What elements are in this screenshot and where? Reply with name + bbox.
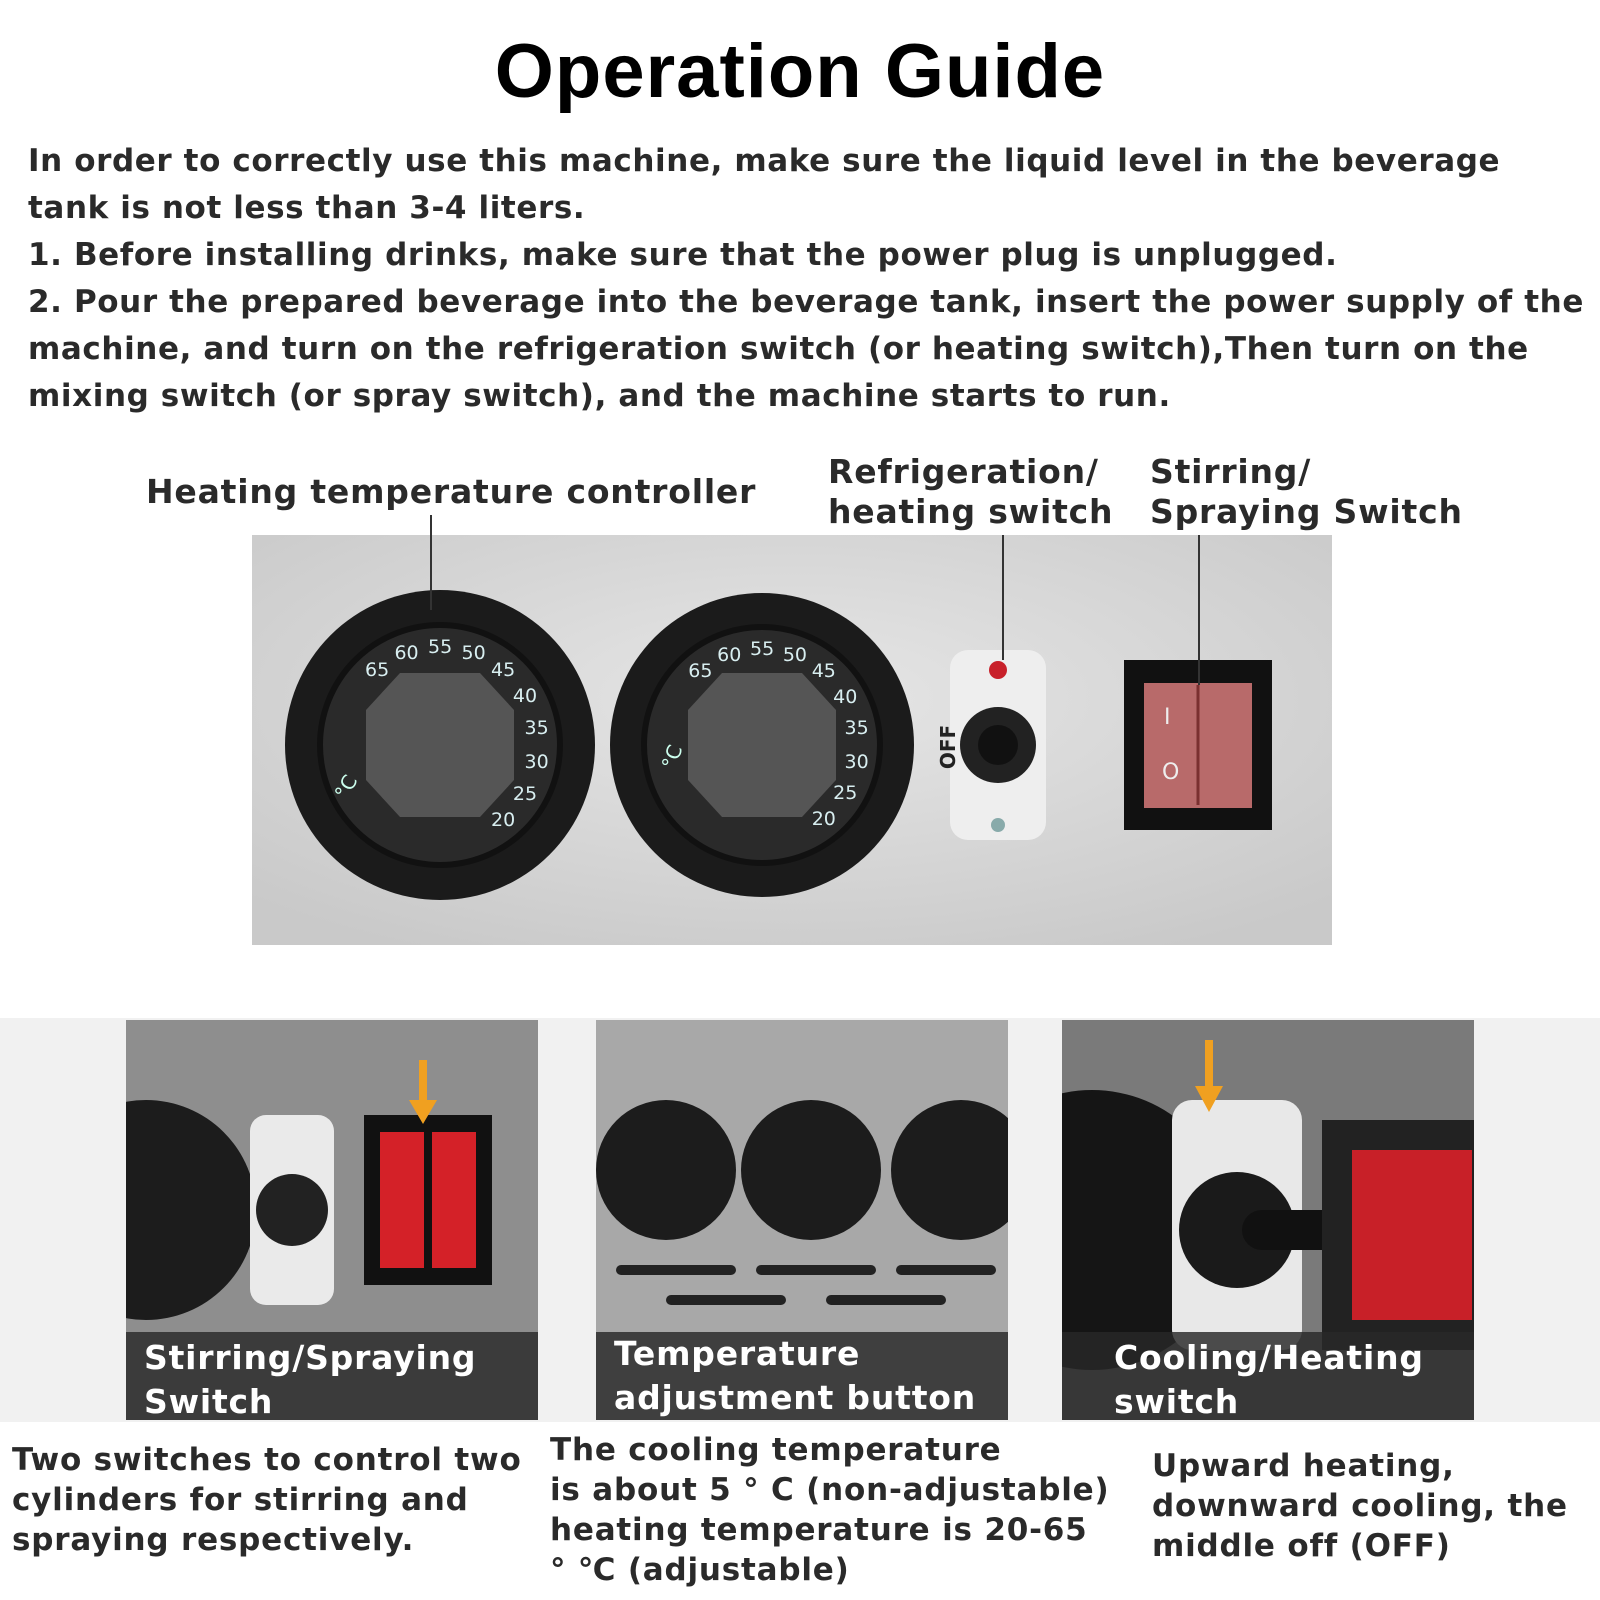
step-1: 1. Before installing drinks, make sure that the power plug is unplugged. bbox=[28, 237, 1338, 273]
dial-mark: 45 bbox=[490, 658, 516, 681]
page-title: Operation Guide bbox=[494, 29, 1106, 114]
dial-mark: 35 bbox=[844, 717, 869, 740]
leader-stirring-switch bbox=[1198, 535, 1200, 685]
toggle-switch[interactable] bbox=[950, 650, 1046, 840]
callout-refrigeration-switch bbox=[828, 452, 1113, 532]
dial-mark: 65 bbox=[365, 658, 390, 681]
dial-mark: 20 bbox=[811, 807, 836, 830]
dial-mark: 20 bbox=[490, 809, 516, 832]
desc-line: middle off (OFF) bbox=[1152, 1528, 1451, 1564]
toggle-off-label: OFF bbox=[936, 724, 961, 770]
desc-line: downward cooling, the bbox=[1152, 1488, 1568, 1524]
desc-line: is about 5 ° C (non-adjustable) bbox=[550, 1472, 1110, 1508]
desc-line: Two switches to control two bbox=[12, 1442, 522, 1478]
callout-heating-controller: Heating temperature controller bbox=[146, 472, 757, 511]
photo-caption bbox=[1114, 1336, 1474, 1420]
dial-mark: 30 bbox=[844, 750, 869, 773]
photo-caption bbox=[144, 1336, 534, 1420]
dial-mark: 60 bbox=[394, 641, 419, 664]
callout-stirring-switch bbox=[1150, 452, 1463, 532]
dial-mark: 25 bbox=[833, 782, 858, 804]
dial-mark: 50 bbox=[461, 641, 486, 664]
dial-mark: 55 bbox=[428, 636, 453, 658]
dial-1-unit: °C bbox=[329, 770, 363, 804]
dial-mark: 35 bbox=[524, 716, 549, 739]
dial-mark: 65 bbox=[688, 660, 713, 683]
rocker-mark-on: I bbox=[1164, 705, 1171, 730]
intro-line: In order to correctly use this machine, make sure the liquid level in the beverage tank is not less than 3-4 liters. bbox=[28, 143, 1501, 226]
dial-mark: 45 bbox=[811, 660, 836, 683]
step-2: 2. Pour the prepared beverage into the beverage tank, insert the power supply of the machine, and turn on the refrigeration switch (or heating switch),Then turn on the mixing switch (or spray switch), and the machine starts to run. bbox=[28, 284, 1584, 414]
callout-line: Refrigeration/ bbox=[828, 452, 1099, 491]
leader-refrigeration-switch bbox=[1002, 535, 1004, 660]
description-stirring bbox=[12, 1440, 522, 1560]
description-cooling-heating bbox=[1152, 1446, 1568, 1566]
desc-line: Upward heating, bbox=[1152, 1448, 1455, 1484]
callout-line: heating switch bbox=[828, 492, 1114, 531]
desc-line: ° ℃ (adjustable) bbox=[550, 1552, 850, 1588]
callout-line: Stirring/ bbox=[1150, 452, 1312, 491]
dial-mark: 60 bbox=[717, 643, 742, 666]
caption-line: Stirring/Spraying bbox=[144, 1338, 477, 1377]
dial-mark: 30 bbox=[524, 751, 549, 774]
dial-mark: 40 bbox=[833, 686, 858, 708]
desc-line: cylinders for stirring and bbox=[12, 1482, 469, 1518]
desc-line: spraying respectively. bbox=[12, 1522, 415, 1558]
description-temperature bbox=[550, 1430, 1109, 1590]
control-panel-photo bbox=[252, 535, 1332, 945]
dial-2-unit: °C bbox=[656, 741, 688, 773]
caption-line: Cooling/Heating bbox=[1114, 1338, 1424, 1377]
intro-text bbox=[28, 138, 1588, 420]
dial-mark: 40 bbox=[512, 685, 538, 707]
desc-line: The cooling temperature bbox=[550, 1432, 1002, 1468]
rocker-mark-off: O bbox=[1162, 760, 1180, 785]
caption-line: Temperature bbox=[614, 1334, 861, 1373]
rocker-switch[interactable] bbox=[1124, 660, 1272, 830]
photo-temperature-button bbox=[596, 1020, 1008, 1420]
control-panel-illustration bbox=[252, 535, 1332, 945]
dial-mark: 55 bbox=[750, 638, 775, 660]
leader-heating-controller bbox=[430, 515, 432, 610]
callout-line: Spraying Switch bbox=[1150, 492, 1463, 531]
photo-stirring-switch bbox=[126, 1020, 538, 1420]
photo-cooling-heating-switch bbox=[1062, 1020, 1474, 1420]
desc-line: heating temperature is 20-65 bbox=[550, 1512, 1088, 1548]
photo-caption bbox=[614, 1332, 1004, 1420]
caption-line: adjustment button bbox=[614, 1378, 977, 1417]
caption-line: Switch bbox=[144, 1382, 274, 1420]
dial-mark: 50 bbox=[782, 643, 808, 666]
dial-mark: 25 bbox=[512, 783, 538, 805]
caption-line: switch bbox=[1114, 1382, 1240, 1420]
